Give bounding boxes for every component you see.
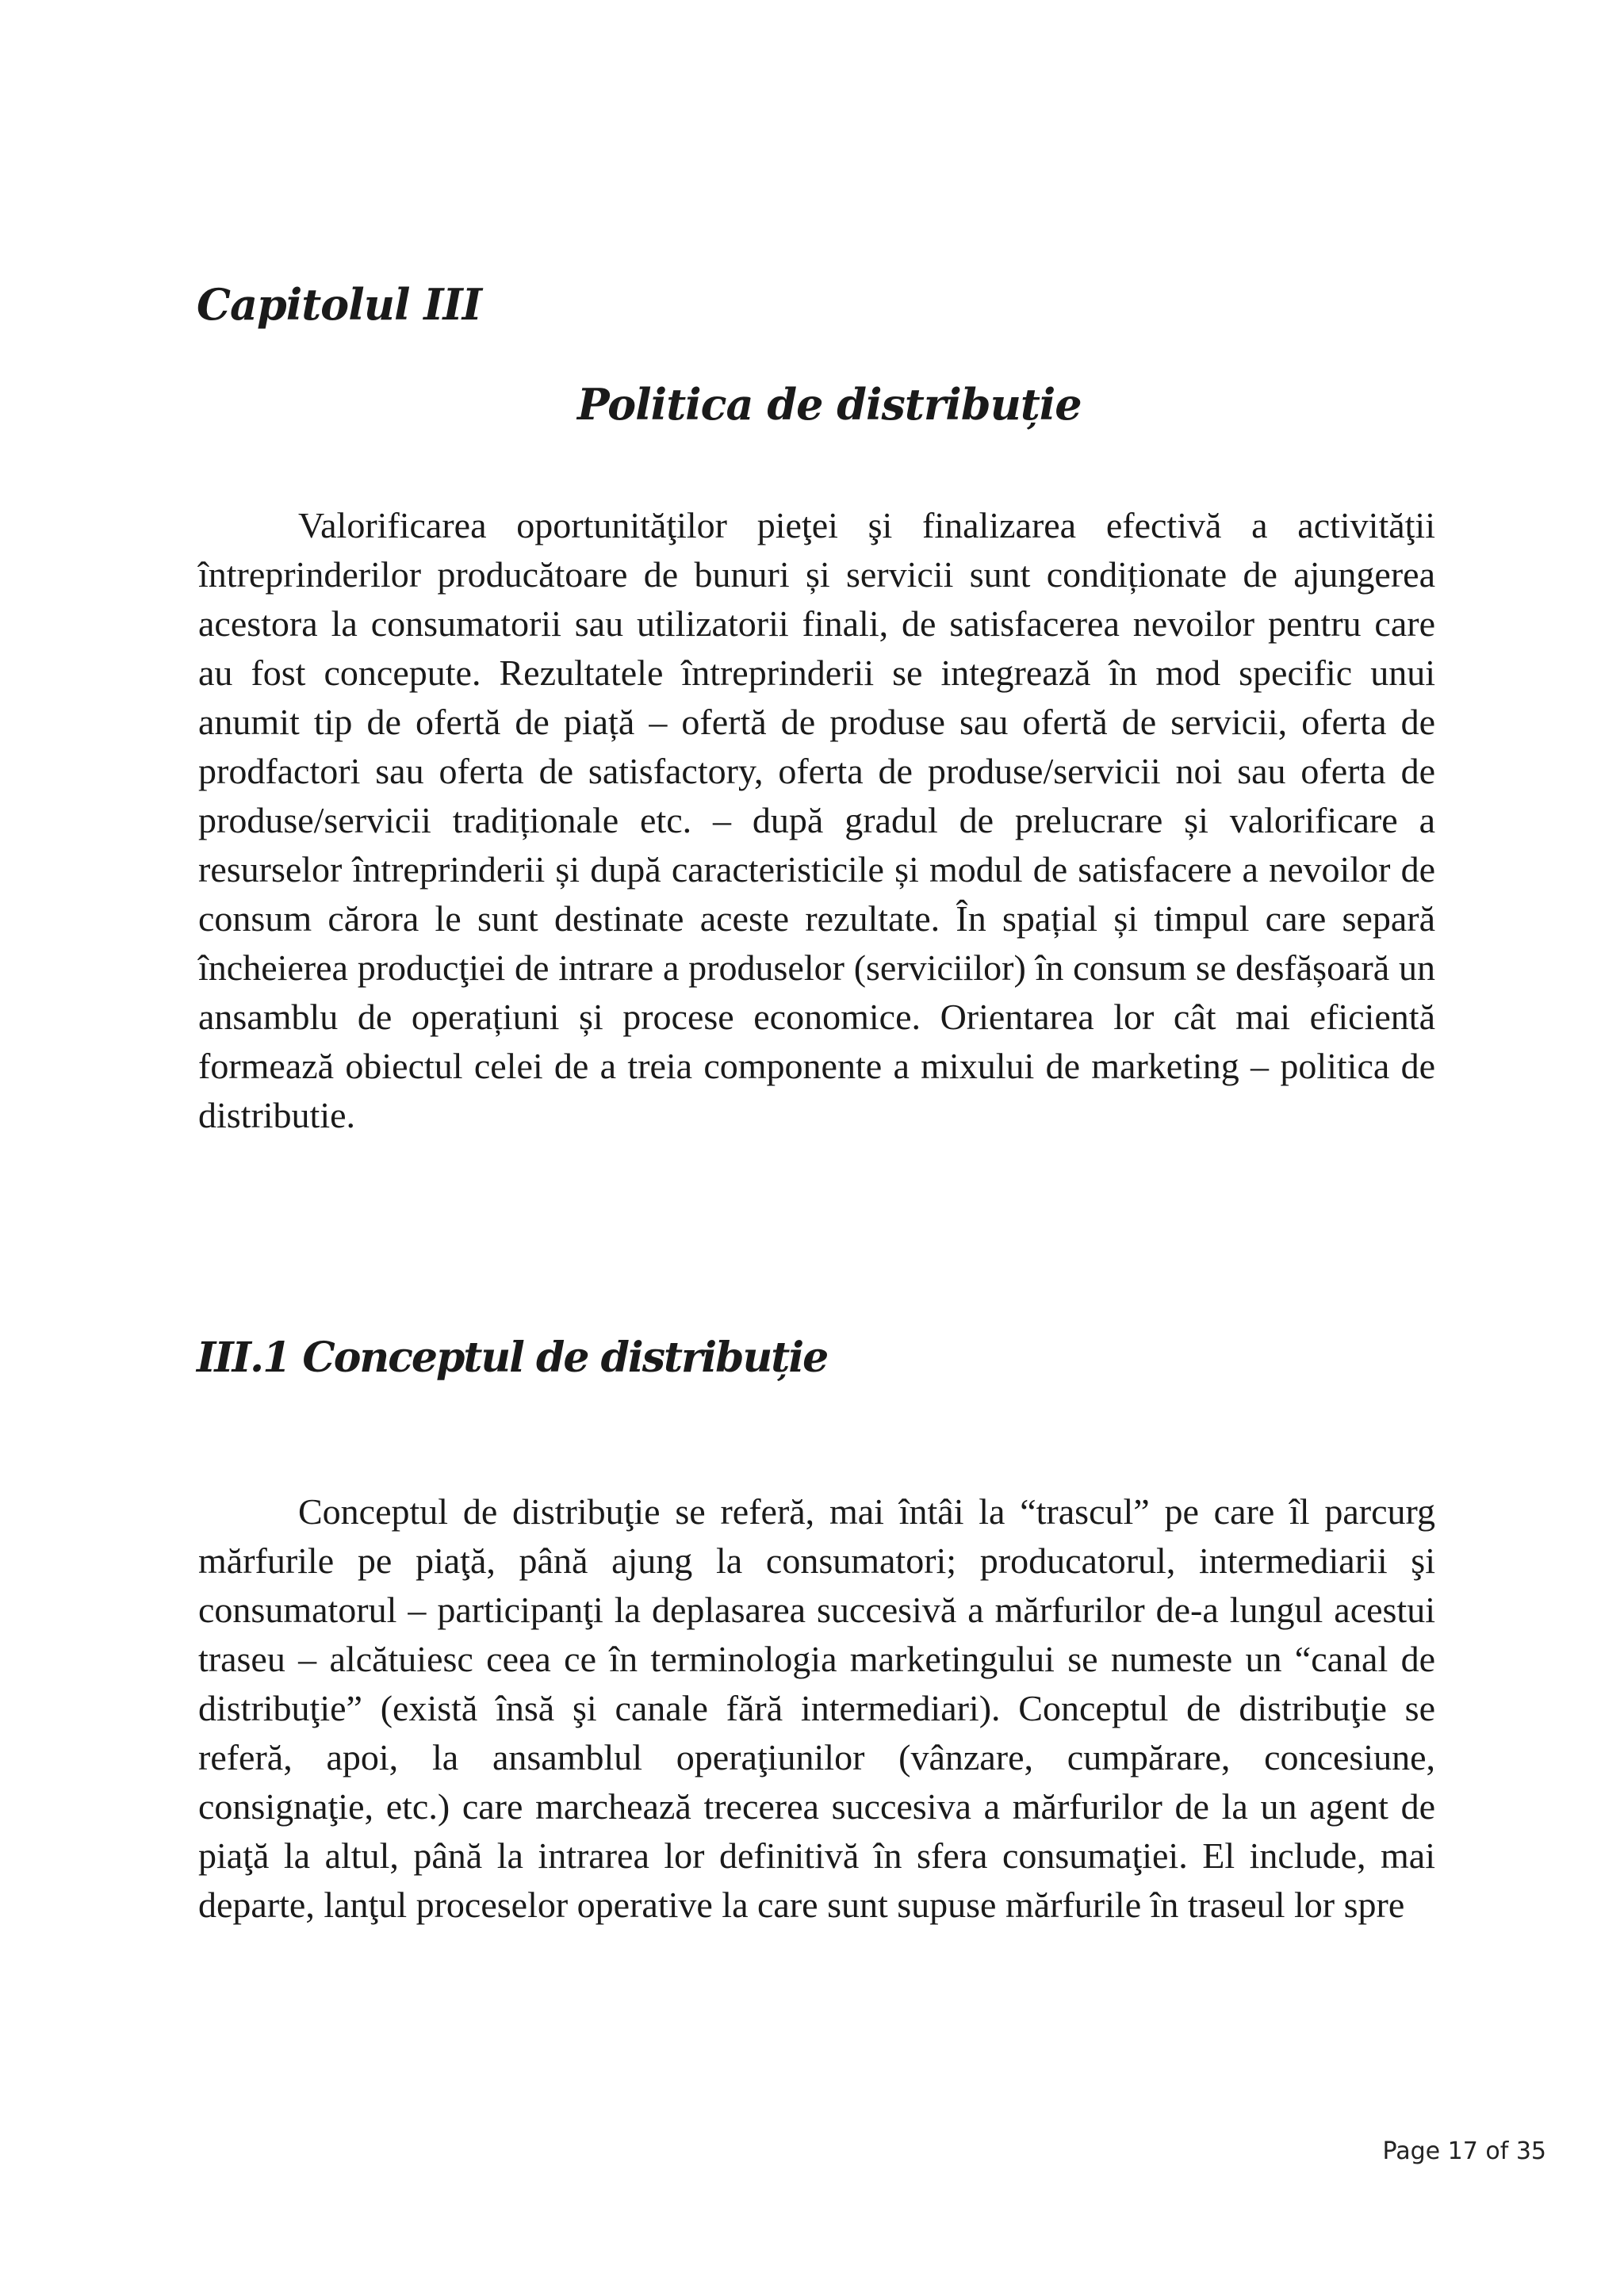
chapter-label: Capitolul III xyxy=(197,279,482,330)
section-paragraph: Conceptul de distribuţie se referă, mai întâi la “trascul” pe care îl parcurg mărfurile pe piaţă, până ajung la consumatori; producatorul, intermediarii şi consumatorul – participanţi la deplasarea succesivă a mărfurilor de-a lungul acestui traseu – alcătuiesc ceea ce în terminologia marketingului se numeste un “canal de distribuţie” (există însă şi canale fără intermediari). Conceptul de distribuţie se referă, apoi, la ansamblul operaţiunilor (vânzare, cumpărare, concesiune, consignaţie, etc.) care marchează trecerea succesiva a mărfurilor de la un agent de piaţă la altul, până la intrarea lor definitivă în sfera consumaţiei. El include, mai departe, lanţul proceselor operative la care sunt supuse mărfurile în traseul lor spre xyxy=(198,1491,1435,1925)
page-number: Page 17 of 35 xyxy=(1382,2137,1546,2165)
chapter-title: Politica de distribuție xyxy=(577,379,1082,430)
section-title: III.1 Conceptul de distribuție xyxy=(197,1334,828,1382)
intro-paragraph: Valorificarea oportunităţilor pieţei şi finalizarea efectivă a activităţii întreprinderilor producătoare de bunuri și servicii sunt condiționate de ajungerea acestora la consumatorii sau utilizatorii finali, de satisfacerea nevoilor pentru care au fost concepute. Rezultatele întreprinderii se integrează în mod specific unui anumit tip de ofertă de piață – ofertă de produse sau ofertă de servicii, oferta de prodfactori sau oferta de satisfactory, oferta de produse/servicii noi sau oferta de produse/servicii tradiționale etc. – după gradul de prelucrare și valorificare a resurselor întreprinderii și după caracteristicile și modul de satisfacere a nevoilor de consum cărora le sunt destinate aceste rezultate. În spațial și timpul care separă încheierea producţiei de intrare a produselor (serviciilor) în consum se desfășoară un ansamblu de operațiuni și procese economice. Orientarea lor cât mai eficientă formează obiectul celei de a treia componente a mixului de marketing – politica de distributie. xyxy=(198,505,1435,1135)
